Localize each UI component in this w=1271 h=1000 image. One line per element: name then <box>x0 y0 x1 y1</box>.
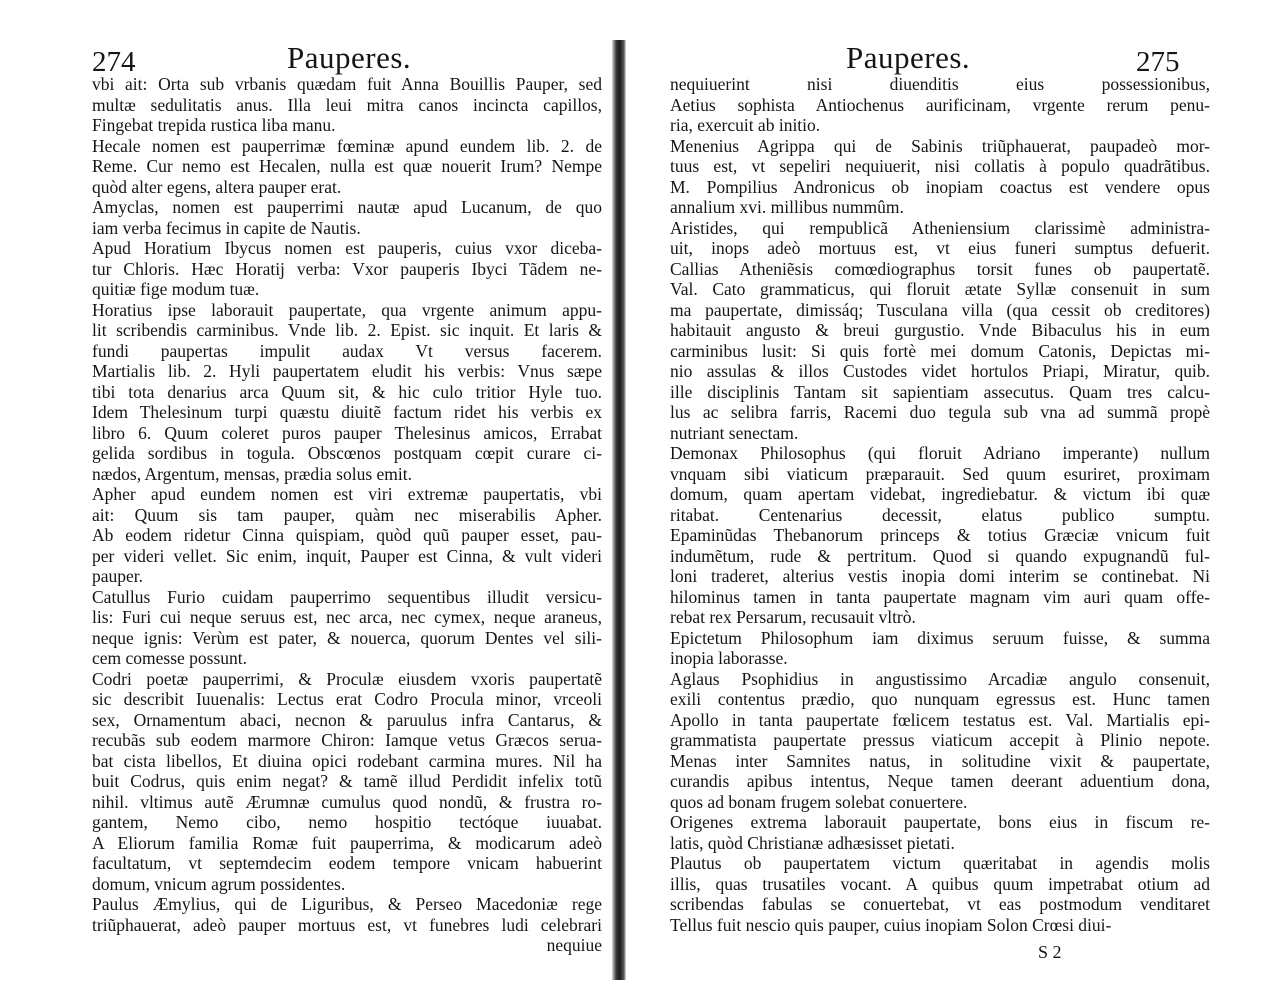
text-line: recubãs sub eodem marmore Chiron: Iamque vetus Græcos serua- <box>92 730 602 750</box>
text-line: latis, quòd Christianæ adhæsisset pietati. <box>670 832 955 853</box>
text-line: sex, Ornamentum abaci, necnon & paruulus infra Cantarus, & <box>92 709 602 730</box>
text-line: scribendas fabulas se conuertebat, vt eas postmodum venditaret <box>670 894 1210 914</box>
text-line: Callias Atheniẽsis comœdiographus torsit funes ob paupertatẽ. <box>670 258 1210 279</box>
text-line: nequiue <box>546 935 602 955</box>
text-line: Amyclas, nomen est pauperrimi nautæ apud Lucanum, de quo <box>92 197 602 217</box>
text-line: annalium xvi. millibus nummûm. <box>670 197 904 217</box>
text-block <box>92 74 602 956</box>
text-line: ritabat. Centenarius decessit, elatus publico sumptu. <box>670 504 1210 525</box>
text-line: lit scribendis carminibus. Vnde lib. 2. Epist. sic inquit. Et laris & <box>92 320 602 340</box>
text-line: Horatius ipse laborauit paupertate, qua vrgente animum appu- <box>92 299 602 320</box>
text-line: nio assulas & illos Custodes videt hortulos Priapi, Miratur, quib. <box>670 361 1210 381</box>
text-line: facultatum, vt septemdecim eodem tempore vnicam habuerint <box>92 853 602 873</box>
text-line: Martialis lib. 2. Hyli paupertatem eludit his verbis: Vnus sæpe <box>92 361 602 381</box>
text-line: Tellus fuit nescio quis pauper, cuius inopiam Solon Crœsi diui- <box>670 914 1112 935</box>
text-line: quòd alter egens, altera pauper erat. <box>92 176 342 197</box>
text-line: Apud Horatium Ibycus nomen est pauperis, cuius vxor diceba- <box>92 238 602 258</box>
text-line: vnquam sibi viaticum præparauit. Sed quum esuriret, proximam <box>670 463 1210 484</box>
text-line: carminibus lusit: Si quis fortè mei domum Catonis, Depictas mi- <box>670 340 1210 361</box>
text-line: nædos, Argentum, mensas, prædia solus emit. <box>92 463 413 484</box>
text-line: Hecale nomen est pauperrimæ fœminæ apund eundem lib. 2. de <box>92 135 602 156</box>
text-line: Reme. Cur nemo est Hecalen, nulla est quæ nouerit Irum? Nempe <box>92 156 602 176</box>
text-line: bat cista libellos, Et diuina opici rodebant carmina mures. Nil ha <box>92 750 602 771</box>
text-line: vbi ait: Orta sub vrbanis quædam fuit Anna Bouillis Pauper, sed <box>92 74 602 94</box>
text-line: M. Pompilius Andronicus ob inopiam coactus est vendere opus <box>670 176 1210 197</box>
text-line: Codri poetæ pauperrimi, & Proculæ eiusdem vxoris paupertatẽ <box>92 668 602 689</box>
right-page <box>626 0 1271 1000</box>
text-line: iam verba fecimus in capite de Nautis. <box>92 217 361 238</box>
text-line: Fingebat trepida rustica liba manu. <box>92 115 336 135</box>
text-line: Paulus Æmylius, qui de Liguribus, & Perseo Macedoniæ rege <box>92 894 602 914</box>
text-line: tibi tota denarius arca Quum sit, & hic culo tritior Hyle tuo. <box>92 381 602 402</box>
left-page <box>0 0 616 1000</box>
text-line: cem comesse possunt. <box>92 648 248 668</box>
text-line: Aetius sophista Antiochenus aurificinam, vrgente rerum penu- <box>670 94 1210 115</box>
text-line: inopia laborasse. <box>670 648 788 668</box>
text-line: fundi paupertas impulit audax Vt versus facerem. <box>92 340 602 361</box>
running-head: Pauperes. <box>846 40 971 75</box>
text-line: Aglaus Psophidius in angustissimo Arcadiæ angulo consenuit, <box>670 668 1210 689</box>
text-line: Menenius Agrippa qui de Sabinis triũphauerat, paupadeò mor- <box>670 135 1210 156</box>
page-number: 274 <box>92 46 136 78</box>
text-line: tuus est, vt sepeliri nequiuerit, nisi collatis à populo quadrãtibus. <box>670 156 1210 176</box>
text-line: ait: Quum sis tam pauper, quàm nec miserabilis Apher. <box>92 504 602 525</box>
text-line: Apollo in tanta paupertate fœlicem testatus est. Val. Martialis epi- <box>670 709 1210 730</box>
text-line: ma paupertate, dimissáq; Tusculana villa (qua cessit ob creditores) <box>670 299 1210 320</box>
text-line: pauper. <box>92 566 144 586</box>
text-line: Apher apud eundem nomen est viri extremæ paupertatis, vbi <box>92 484 602 504</box>
text-line: Plautus ob paupertatem victum quæritabat in agendis molis <box>670 853 1210 873</box>
text-line: nihil. vltimus autẽ Ærumnæ cumulus quod nondũ, & frustra ro- <box>92 791 602 812</box>
running-head: Pauperes. <box>287 40 412 75</box>
text-line: Demonax Philosophus (qui floruit Adriano imperante) nullum <box>670 443 1210 463</box>
text-line: Origenes extrema laborauit paupertate, bons eius in fiscum re- <box>670 812 1210 832</box>
text-line: lis: Furi cui neque seruus est, nec arca, nec cymex, neque araneus, <box>92 607 602 627</box>
text-line: hilominus tamen in tanta paupertate magnam vim auri quam offe- <box>670 586 1210 607</box>
text-line: libro 6. Quum coleret puros pauper Thelesinus amicos, Errabat <box>92 422 602 443</box>
text-line: buit Codrus, quis enim negat? & tamẽ illud Perdidit infelix totũ <box>92 771 602 791</box>
text-line: curandis apibus intentus, Neque tamen deerant aduentium dona, <box>670 771 1210 791</box>
text-line: illis, quas trusatiles vocant. A quibus quum impetrabat otium ad <box>670 873 1210 894</box>
text-line: multæ sedulitatis anus. Illa leui mitra canos incincta capillos, <box>92 94 602 115</box>
text-line: Aristides, qui rempublicã Atheniensium clarissimè administra- <box>670 217 1210 238</box>
text-line: triũphauerat, adeò pauper mortuus est, vt funebres ludi celebrari <box>92 914 602 935</box>
text-line: Epaminũdas Thebanorum princeps & totius Græciæ vnicum fuit <box>670 525 1210 545</box>
text-line: quitiæ fige modum tuæ. <box>92 279 260 299</box>
text-block <box>670 74 1210 935</box>
text-line: Val. Cato grammaticus, qui floruit ætate Syllæ consenuit in sum <box>670 279 1210 299</box>
text-line: ille disciplinis Tantam sit sapientiam assecutus. Quam tres calcu- <box>670 381 1210 402</box>
text-line: Epictetum Philosophum iam diximus seruum fuisse, & summa <box>670 627 1210 648</box>
text-line: exili contentus prædio, quo nunquam egressus est. Hunc tamen <box>670 689 1210 709</box>
text-line: Idem Thelesinum turpi quæstu diuitẽ factum ridet his verbis ex <box>92 402 602 422</box>
text-line: Ab eodem ridetur Cinna quispiam, quòd quũ pauper esset, pau- <box>92 525 602 545</box>
text-line: neque ignis: Verùm est pater, & nouerca, quorum Dentes vel sili- <box>92 627 602 648</box>
text-line: habitauit angusto & breui gurgustio. Vnde Bibaculus his in eum <box>670 320 1210 340</box>
text-line: loni traderet, alterius vestis inopia domi interim se continebat. Ni <box>670 566 1210 586</box>
text-line: domum, vnicum agrum possidentes. <box>92 873 346 894</box>
text-line: Catullus Furio cuidam pauperrimo sequentibus illudit versicu- <box>92 586 602 607</box>
text-line: A Eliorum familia Romæ fuit pauperrima, & modicarum adeò <box>92 832 602 853</box>
text-line: Menas inter Samnites natus, in solitudine vixit & paupertate, <box>670 750 1210 771</box>
text-line: domum, quam apertam videbat, ingrediebatur. & victum ibi quæ <box>670 484 1210 504</box>
text-line: uit, inops adeò mortuus est, vt eius funeri sumptus defuerit. <box>670 238 1210 258</box>
text-line: tur Chloris. Hæc Horatij verba: Vxor pauperis Ibyci Tãdem ne- <box>92 258 602 279</box>
text-line: indumẽtum, rude & pertritum. Quod si quando expugnandũ ful- <box>670 545 1210 566</box>
text-line: nequiuerint nisi diuenditis eius possessionibus, <box>670 74 1210 94</box>
text-line: grammatista paupertate pressus viaticum accepit à Plinio nepote. <box>670 730 1210 750</box>
page-number: 275 <box>1136 46 1180 78</box>
text-line: gantem, Nemo cibo, nemo hospitio tectóque iuuabat. <box>92 812 602 832</box>
text-line: sic describit Iuuenalis: Lectus erat Codro Procula minor, vrceoli <box>92 689 602 709</box>
text-line: nutriant senectam. <box>670 422 799 443</box>
text-line: quos ad bonam frugem solebat conuertere. <box>670 791 968 812</box>
text-line: gelida sordibus in togula. Obscœnos postquam cœpit curare ci- <box>92 443 602 463</box>
text-line: lus ac selibra farris, Racemi duo tegula sub vna ad summã propè <box>670 402 1210 422</box>
text-line: rebat rex Persarum, recusauit vltrò. <box>670 607 916 627</box>
text-line: ria, exercuit ab initio. <box>670 115 821 135</box>
signature-mark: S 2 <box>1038 942 1062 962</box>
text-line: per videri vellet. Sic enim, inquit, Pauper est Cinna, & vult videri <box>92 545 602 566</box>
